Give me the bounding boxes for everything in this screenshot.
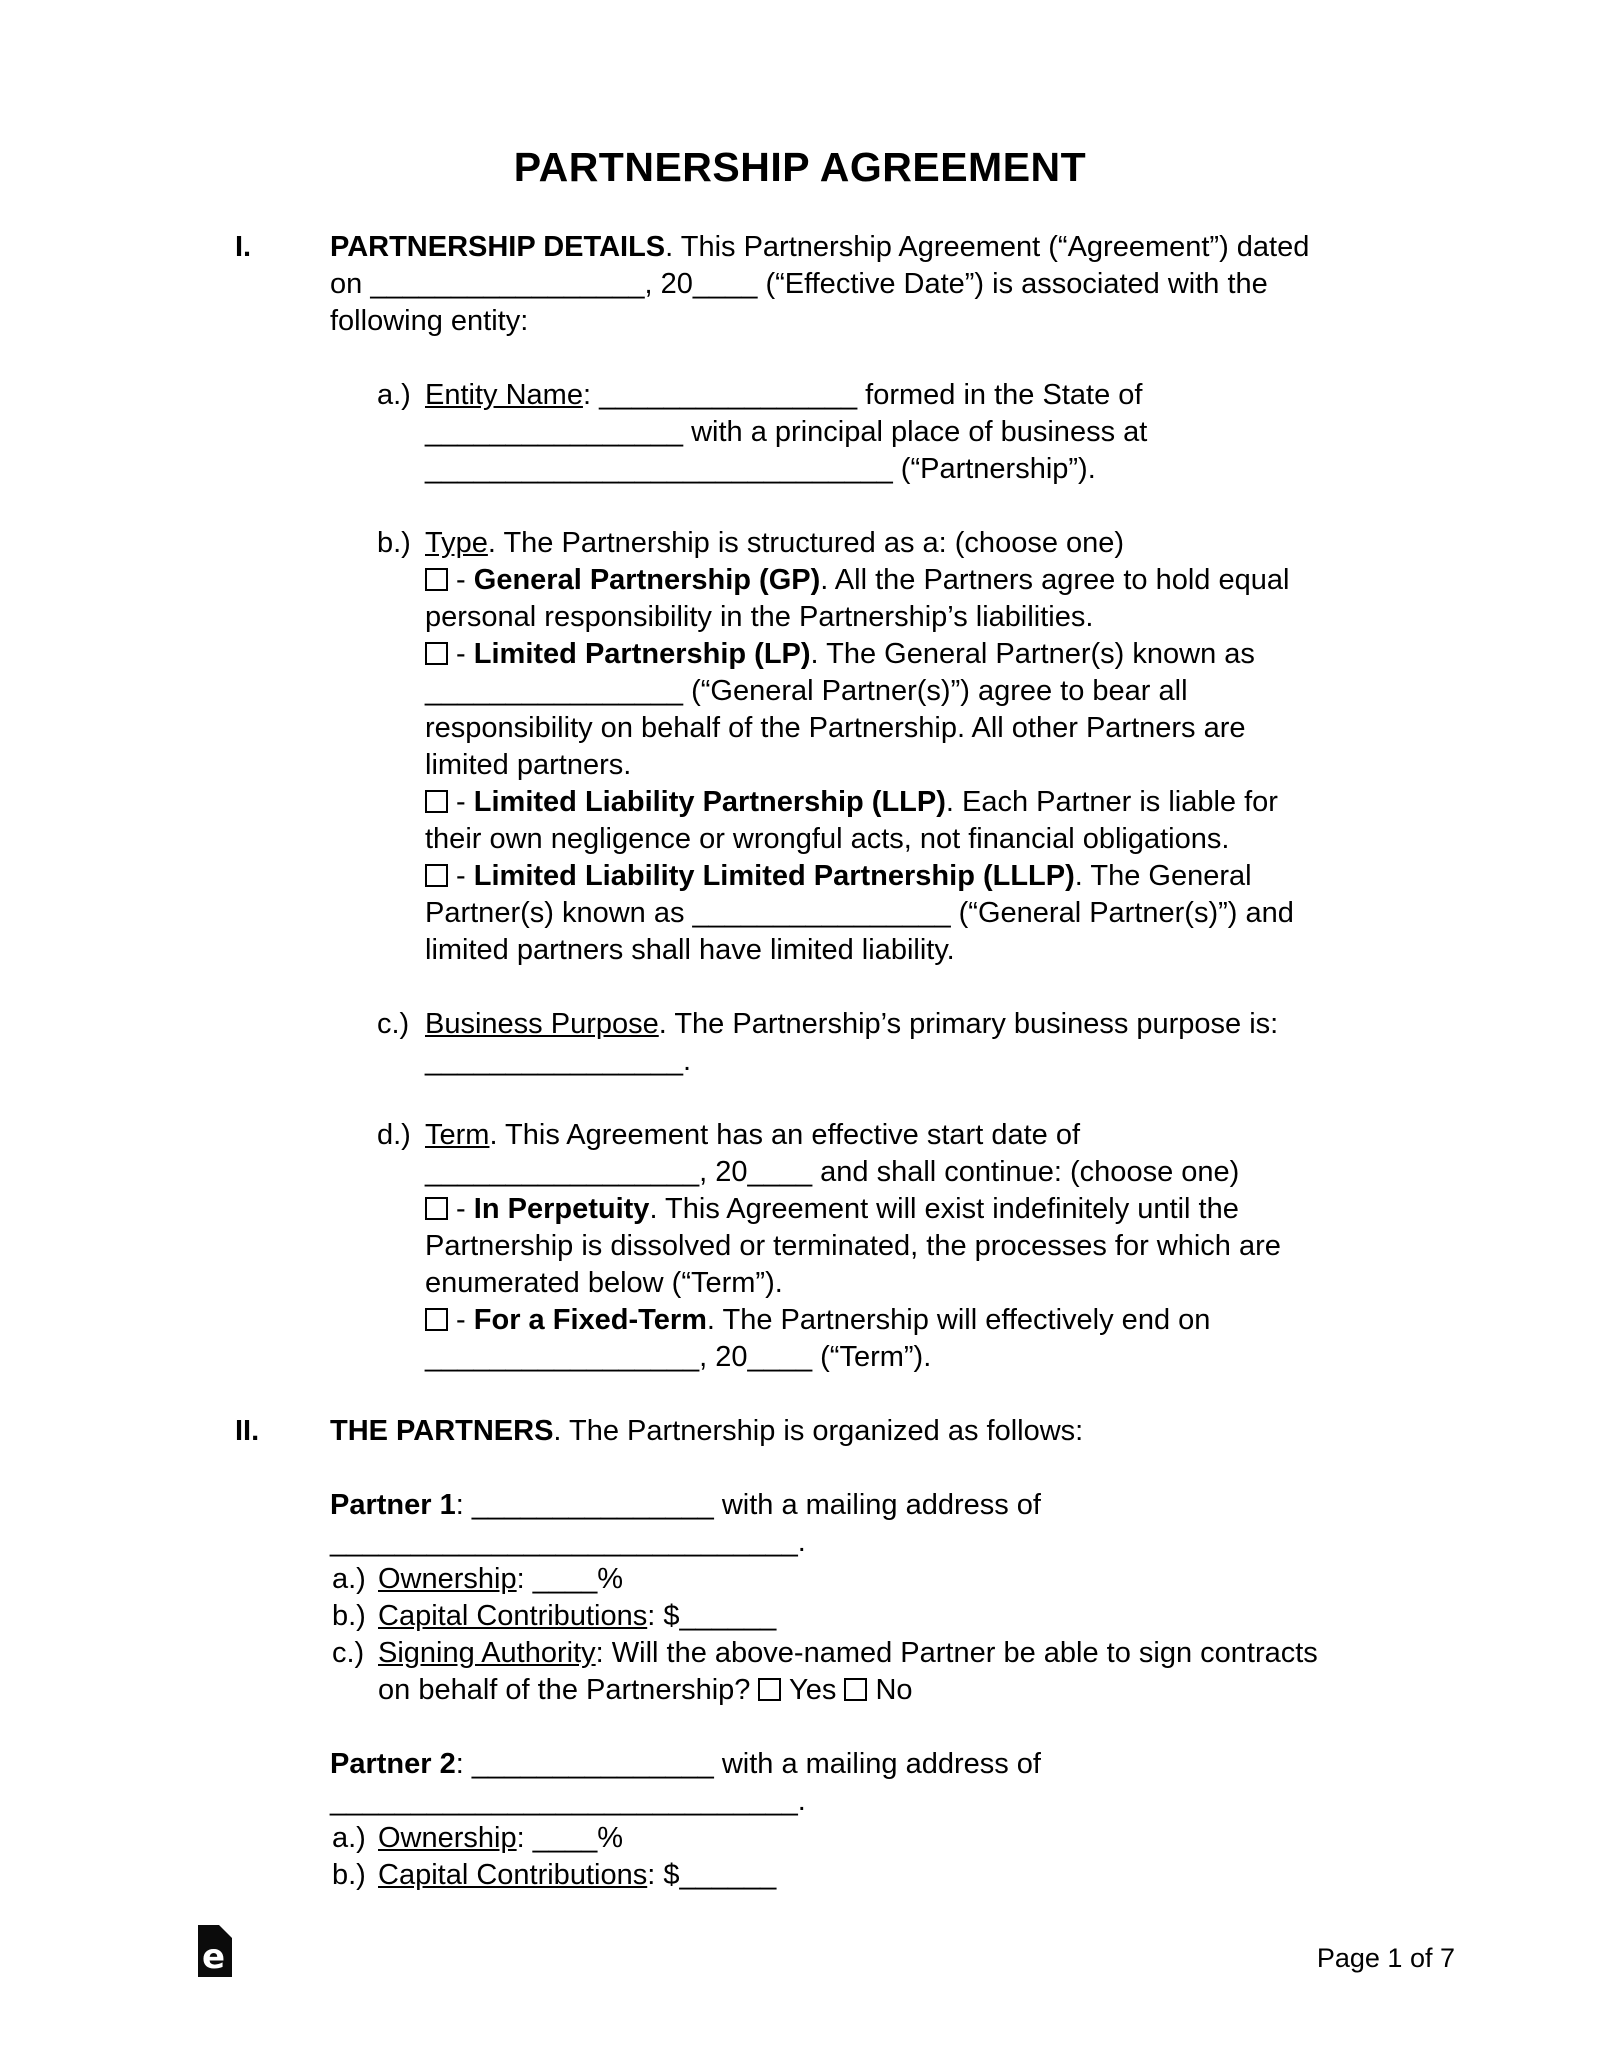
field-label: Ownership bbox=[378, 1563, 517, 1595]
text-segment: No bbox=[867, 1674, 913, 1706]
list-marker: b.) bbox=[332, 1600, 366, 1632]
list-item bbox=[330, 1006, 1475, 1080]
text-line bbox=[425, 1339, 1475, 1376]
text-line bbox=[330, 1783, 1475, 1820]
text-segment: Partner(s) known as ________________ (“General Partner(s)”) and bbox=[425, 897, 1294, 929]
text-line bbox=[425, 525, 1475, 562]
text-line bbox=[330, 1746, 1475, 1783]
text-segment: their own negligence or wrongful acts, not financial obligations. bbox=[425, 823, 1230, 855]
section-numeral: II. bbox=[235, 1415, 260, 1447]
text-line bbox=[425, 1043, 1475, 1080]
text-segment: _____________________________. bbox=[330, 1526, 806, 1558]
text-segment: - bbox=[448, 638, 474, 670]
text-segment: limited partners. bbox=[425, 749, 632, 781]
text-segment: limited partners shall have limited liability. bbox=[425, 934, 955, 966]
text-segment: Limited Liability Partnership (LLP) bbox=[473, 786, 946, 818]
list-marker: a.) bbox=[332, 1822, 366, 1854]
list-item bbox=[330, 377, 1475, 488]
checkbox-in-perpetuity[interactable] bbox=[425, 1197, 448, 1220]
text-line bbox=[425, 858, 1475, 895]
text-segment: : Will the above-named Partner be able to sign contracts bbox=[595, 1637, 1318, 1669]
text-segment: responsibility on behalf of the Partnership. All other Partners are bbox=[425, 712, 1246, 744]
text-line bbox=[425, 1302, 1475, 1339]
list-marker: d.) bbox=[377, 1119, 411, 1151]
list-item bbox=[330, 1857, 1475, 1894]
text-line bbox=[425, 710, 1475, 747]
section-partnership-details bbox=[235, 229, 1475, 1376]
text-segment: _____________________________ (“Partnership”). bbox=[425, 453, 1096, 485]
list-marker: b.) bbox=[332, 1859, 366, 1891]
list-item bbox=[330, 1820, 1475, 1857]
text-segment: - bbox=[448, 860, 474, 892]
list-marker: c.) bbox=[377, 1008, 410, 1040]
text-line bbox=[425, 1154, 1475, 1191]
text-segment: enumerated below (“Term”). bbox=[425, 1267, 783, 1299]
text-segment: - bbox=[448, 786, 474, 818]
checkbox-partner1-signing-yes[interactable] bbox=[758, 1678, 781, 1701]
text-line bbox=[425, 377, 1475, 414]
text-line bbox=[425, 895, 1475, 932]
field-label: Business Purpose bbox=[425, 1008, 659, 1040]
text-line bbox=[330, 1487, 1475, 1524]
text-segment: . Each Partner is liable for bbox=[945, 786, 1278, 818]
text-segment: . The General bbox=[1074, 860, 1252, 892]
text-line bbox=[425, 414, 1475, 451]
text-segment: following entity: bbox=[330, 305, 529, 337]
text-segment: on behalf of the Partnership? bbox=[378, 1674, 759, 1706]
list-marker: c.) bbox=[332, 1637, 365, 1669]
paragraph bbox=[330, 1487, 1475, 1561]
text-segment: In Perpetuity bbox=[473, 1193, 650, 1225]
text-line bbox=[425, 1191, 1475, 1228]
text-segment: ________________ with a principal place of business at bbox=[425, 416, 1148, 448]
text-line bbox=[378, 1561, 1475, 1598]
checkbox-limited-liability-limited-partnership[interactable] bbox=[425, 864, 448, 887]
text-segment: . This Agreement has an effective start date of bbox=[489, 1119, 1081, 1151]
text-segment: : _______________ with a mailing address of bbox=[455, 1748, 1041, 1780]
text-segment: _____________________________. bbox=[330, 1785, 806, 1817]
checkbox-limited-liability-partnership[interactable] bbox=[425, 790, 448, 813]
text-segment: PARTNERSHIP DETAILS bbox=[330, 231, 666, 263]
text-line bbox=[378, 1820, 1475, 1857]
checkbox-general-partnership[interactable] bbox=[425, 568, 448, 591]
text-segment: Partnership is dissolved or terminated, the processes for which are bbox=[425, 1230, 1281, 1262]
text-line bbox=[425, 1117, 1475, 1154]
text-segment: . This Partnership Agreement (“Agreement”) dated bbox=[665, 231, 1310, 263]
text-line bbox=[425, 562, 1475, 599]
text-line bbox=[425, 747, 1475, 784]
text-segment: personal responsibility in the Partnership’s liabilities. bbox=[425, 601, 1094, 633]
paragraph bbox=[330, 229, 1475, 340]
text-line bbox=[378, 1857, 1475, 1894]
document-title: PARTNERSHIP AGREEMENT bbox=[513, 144, 1087, 190]
list-item bbox=[330, 525, 1475, 969]
text-line bbox=[425, 1265, 1475, 1302]
section-content bbox=[330, 1413, 1475, 1894]
text-segment: THE PARTNERS bbox=[330, 1415, 554, 1447]
text-segment: General Partnership (GP) bbox=[473, 564, 821, 596]
document-body bbox=[235, 229, 1475, 1894]
text-segment: : ________________ formed in the State of bbox=[582, 379, 1143, 411]
text-line bbox=[425, 451, 1475, 488]
text-line bbox=[330, 1524, 1475, 1561]
list-marker: a.) bbox=[377, 379, 411, 411]
text-segment: - bbox=[448, 1304, 474, 1336]
list-marker: b.) bbox=[377, 527, 411, 559]
checkbox-limited-partnership[interactable] bbox=[425, 642, 448, 665]
text-segment: Limited Partnership (LP) bbox=[473, 638, 811, 670]
text-segment: . The General Partner(s) known as bbox=[810, 638, 1255, 670]
text-segment: Limited Liability Limited Partnership (LLLP) bbox=[473, 860, 1075, 892]
text-line bbox=[425, 1006, 1475, 1043]
list-item bbox=[330, 1635, 1475, 1709]
text-line bbox=[330, 266, 1475, 303]
text-segment: _________________, 20____ (“Term”). bbox=[425, 1341, 932, 1373]
field-label: Type bbox=[425, 527, 488, 559]
paragraph bbox=[330, 1746, 1475, 1820]
field-label: Entity Name bbox=[425, 379, 583, 411]
page-number: Page 1 of 7 bbox=[1316, 1943, 1455, 1973]
text-line bbox=[425, 932, 1475, 969]
text-segment: on _________________, 20____ (“Effective Date”) is associated with the bbox=[330, 268, 1268, 300]
text-segment: . The Partnership will effectively end on bbox=[706, 1304, 1211, 1336]
text-segment: . The Partnership is organized as follows: bbox=[553, 1415, 1084, 1447]
section-numeral: I. bbox=[235, 231, 252, 263]
field-label: Signing Authority bbox=[378, 1637, 596, 1669]
field-label: Capital Contributions bbox=[378, 1859, 648, 1891]
text-line bbox=[378, 1635, 1475, 1672]
text-segment: : ____% bbox=[516, 1822, 624, 1854]
text-segment: . The Partnership’s primary business purpose is: bbox=[658, 1008, 1279, 1040]
field-label: Term bbox=[425, 1119, 490, 1151]
text-line bbox=[425, 821, 1475, 858]
text-line bbox=[425, 673, 1475, 710]
text-line bbox=[330, 303, 1475, 340]
text-line bbox=[378, 1672, 1475, 1709]
text-segment: For a Fixed-Term bbox=[473, 1304, 707, 1336]
text-line bbox=[425, 784, 1475, 821]
checkbox-fixed-term[interactable] bbox=[425, 1308, 448, 1331]
text-segment: : _______________ with a mailing address of bbox=[455, 1489, 1041, 1521]
section-the-partners bbox=[235, 1413, 1475, 1894]
text-line bbox=[425, 599, 1475, 636]
text-segment: . The Partnership is structured as a: (choose one) bbox=[487, 527, 1125, 559]
text-segment: - bbox=[448, 1193, 474, 1225]
text-segment: : $______ bbox=[647, 1600, 777, 1632]
text-line bbox=[425, 636, 1475, 673]
text-segment: . This Agreement will exist indefinitely until the bbox=[649, 1193, 1239, 1225]
logo-letter: e bbox=[202, 1937, 226, 1977]
text-line bbox=[425, 1228, 1475, 1265]
text-segment: Partner 1 bbox=[330, 1489, 456, 1521]
text-segment: - bbox=[448, 564, 474, 596]
section-content bbox=[330, 229, 1475, 1376]
field-label: Capital Contributions bbox=[378, 1600, 648, 1632]
text-line bbox=[330, 229, 1475, 266]
text-segment: . All the Partners agree to hold equal bbox=[820, 564, 1290, 596]
text-line bbox=[330, 1413, 1475, 1450]
list-item bbox=[330, 1598, 1475, 1635]
list-marker: a.) bbox=[332, 1563, 366, 1595]
text-segment: Partner 2 bbox=[330, 1748, 456, 1780]
checkbox-partner1-signing-no[interactable] bbox=[844, 1678, 867, 1701]
text-segment: : $______ bbox=[647, 1859, 777, 1891]
text-segment: ________________ (“General Partner(s)”) agree to bear all bbox=[425, 675, 1188, 707]
text-segment: ________________. bbox=[425, 1045, 692, 1077]
paragraph bbox=[330, 1413, 1475, 1450]
list-item bbox=[330, 1561, 1475, 1598]
text-segment: Yes bbox=[781, 1674, 845, 1706]
text-line bbox=[378, 1598, 1475, 1635]
list-item bbox=[330, 1117, 1475, 1376]
text-segment: : ____% bbox=[516, 1563, 624, 1595]
text-segment: _________________, 20____ and shall continue: (choose one) bbox=[425, 1156, 1240, 1188]
eforms-logo bbox=[198, 1925, 232, 1977]
field-label: Ownership bbox=[378, 1822, 517, 1854]
